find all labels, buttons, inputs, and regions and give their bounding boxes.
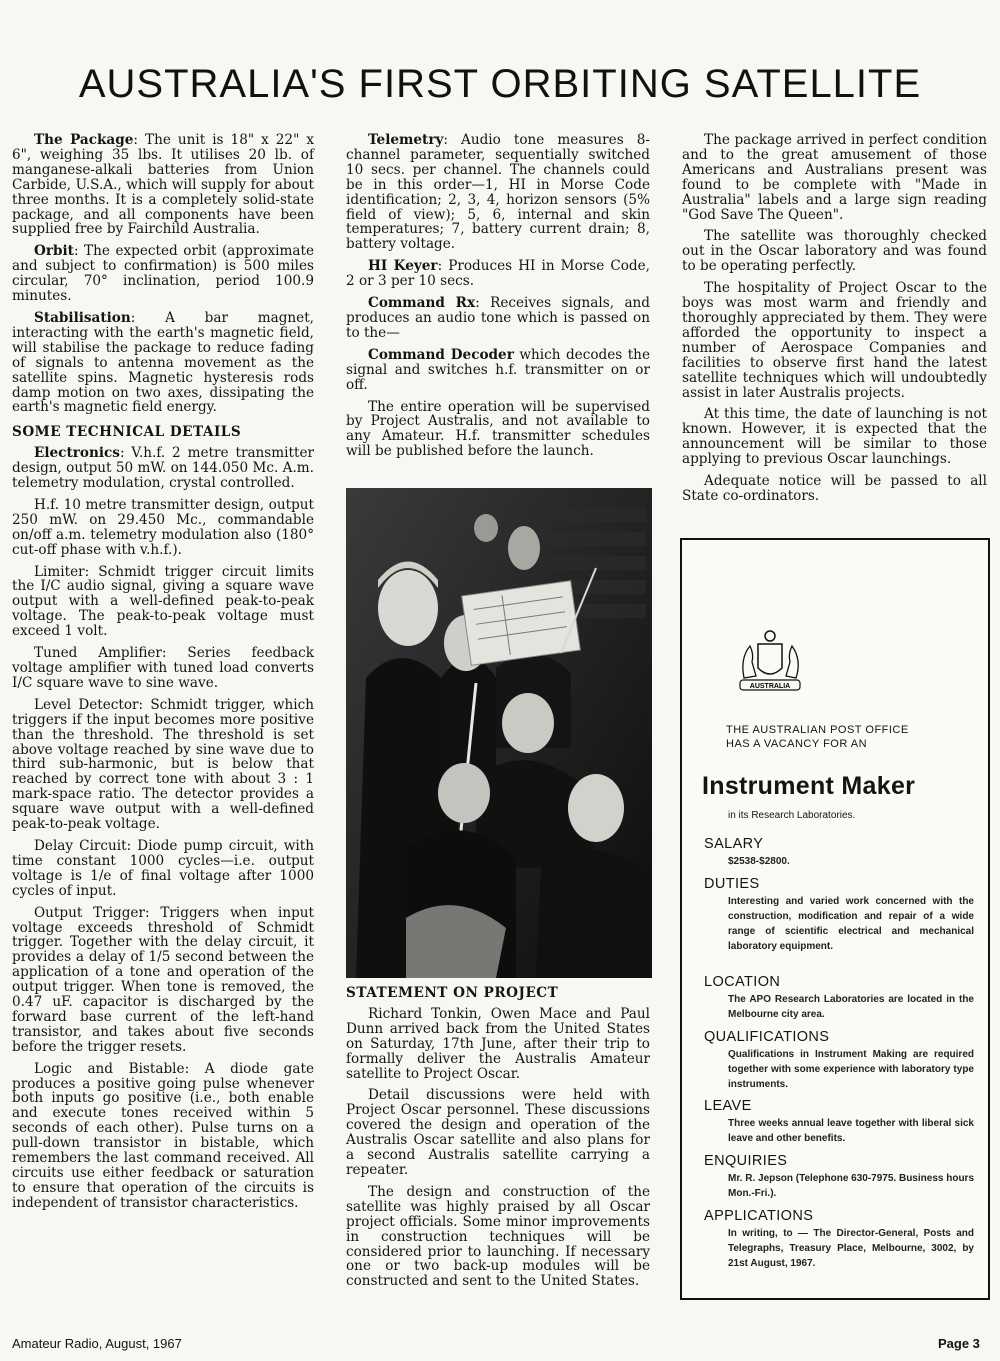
text-electronics: : V.h.f. 2 metre transmitter design, output 50 mW. on 144.050 Mc. A.m. telemetry modulation, crystal controlled.: [12, 445, 314, 492]
paragraph-statement-2: Detail discussions were held with Project Oscar personnel. These discussions covered the design and operation of the Australis Oscar satellite and also plans for a second Australis satellite carrying a repeater.: [346, 1087, 650, 1178]
ad-section-heading: DUTIES: [704, 876, 760, 892]
paragraph-hospitality: The hospitality of Project Oscar to the boys was most warm and friendly and thoroughly appreciated by them. They were afforded the opportunity to inspect a number of Aerospace Companies and facilities to observe first hand the latest satellite techniques which will undoubtedly assist in later Australis projects.: [682, 280, 987, 401]
ad-section-qualifications: [704, 1029, 974, 1092]
column-left: [12, 133, 314, 1218]
ad-section-location: [704, 974, 974, 1022]
column-right: [682, 133, 987, 511]
label-command-rx: Command Rx: [368, 295, 476, 312]
paragraph-statement-3: The design and construction of the satellite was highly praised by all Oscar project officials. Some minor improvements in construction techniques will be considered prior to launching. If necessary one or two back-up modules will be constructed and sent to the United States.: [346, 1183, 650, 1290]
paragraph-arrival: The package arrived in perfect condition and to the great amusement of those Americans and Australians present was found to be complete with "Made in Australia" labels and a large sign reading "God Save The Queen".: [682, 132, 987, 223]
paragraph-statement-1: Richard Tonkin, Owen Mace and Paul Dunn arrived back from the United States on Saturday, 17th June, after their trip to formally deliver the Australis Amateur satellite to Project Oscar.: [346, 1005, 650, 1082]
ad-section-body: Mr. R. Jepson (Telephone 630-7975. Business hours Mon.-Fri.).: [728, 1173, 975, 1199]
paragraph-limiter: Limiter: Schmidt trigger circuit limits the I/C audio signal, giving a square wave output with a well-defined peak-to-peak voltage. The peak-to-peak voltage must exceed 1 volt.: [12, 563, 314, 640]
ad-section-body: $2538-$2800.: [728, 856, 790, 867]
label-command-decoder: Command Decoder: [368, 346, 514, 363]
ad-section-enquiries: [704, 1153, 974, 1201]
ad-section-heading: QUALIFICATIONS: [704, 1029, 830, 1045]
ad-intro: [726, 723, 909, 751]
paragraph-telemetry: [346, 133, 650, 252]
page-title: AUSTRALIA'S FIRST ORBITING SATELLITE: [78, 62, 922, 106]
label-telemetry: Telemetry: [368, 132, 444, 148]
ad-section-body: Three weeks annual leave together with liberal sick leave and other benefits.: [728, 1118, 974, 1144]
ad-section-heading: LEAVE: [704, 1098, 752, 1114]
ad-section-applications: [704, 1208, 974, 1271]
ad-section-body: The APO Research Laboratories are located in the Melbourne city area.: [728, 994, 974, 1020]
photo-illustration: [346, 488, 652, 978]
paragraph-command-decoder: [346, 348, 650, 393]
ad-section-duties: [704, 876, 974, 954]
paragraph-orbit: [12, 244, 314, 304]
crest-label: AUSTRALIA: [749, 683, 791, 690]
footer-page-number: Page 3: [938, 1336, 980, 1351]
paragraph-checked: The satellite was thoroughly checked out in the Oscar laboratory and was found to be operating perfectly.: [682, 228, 987, 275]
heading-statement: STATEMENT ON PROJECT: [346, 985, 559, 1001]
footer-publication: Amateur Radio, August, 1967: [12, 1336, 182, 1351]
ad-section-body: Interesting and varied work concerned with the construction, modification and repair of a wide range of scientific electrical and mechanical laboratory equipment.: [728, 896, 974, 952]
ad-section-heading: SALARY: [704, 836, 764, 852]
text-command-rx: : Receives signals, and produces an audio tone which is passed on to the—: [346, 295, 651, 341]
paragraph-logic-bistable: Logic and Bistable: A diode gate produces a positive going pulse whenever both inputs go positive (i.e., both enable and execute tones received within 5 seconds of each other). Pulse turns on a pull-down transistor in bistable, which remembers the last command received. All circuits use either feedback or saturation to ensure that operation of the circuits is independent of transistor characteristics.: [12, 1060, 314, 1211]
text-stabilisation: : A bar magnet, interacting with the earth's magnetic field, will stabilise the package to reduce fading of signals to antenna movement as the satellite spins. Magnetic hysteresis rods damp motion on two axes, dissipating the earth's magnetic field energy.: [12, 309, 314, 416]
column-middle: [346, 133, 650, 466]
paragraph-command-rx: [346, 296, 650, 341]
job-advertisement: [680, 538, 990, 1300]
heading-technical-details: SOME TECHNICAL DETAILS: [12, 424, 242, 441]
ad-intro-line-1: THE AUSTRALIAN POST OFFICE: [726, 724, 909, 736]
text-package: : The unit is 18" x 22" x 6", weighing 35 lbs. It utilises 20 lb. of manganese-alkali batteries from Union Carbide, U.S.A., which will supply for about three months. It is a completely solid-state package, and all components have been supplied free by Fairchild Australia.: [12, 132, 315, 238]
text-telemetry: : Audio tone measures 8-channel parameter, sequentially switched 10 secs. per channel. The channels could be in this order—1, HI in Morse Code identification; 2, 3, 4, horizon sensors (5% field of view); 5, 6, internal and skin temperatures; 7, battery current drain; 8, battery voltage.: [346, 132, 650, 253]
label-package: The Package: [34, 132, 134, 148]
ad-section-leave: [704, 1098, 974, 1146]
paragraph-package: [12, 133, 314, 237]
label-orbit: Orbit: [34, 243, 74, 260]
ad-job-subtitle: in its Research Laboratories.: [728, 810, 856, 821]
paragraph-output-trigger: Output Trigger: Triggers when input voltage exceeds threshold of Schmidt trigger. Together with the delay circuit, it provides a delay of 1/5 second between the application of a tone and operation of the output trigger. When tone is removed, the 0.47 uF. capacitor is discharged by the forward base current of the left-hand transistor, and takes about five seconds before the trigger resets.: [12, 904, 314, 1055]
text-hi-keyer: : Produces HI in Morse Code, 2 or 3 per 10 secs.: [346, 258, 650, 290]
paragraph-level-detector: Level Detector: Schmidt trigger, which triggers if the input becomes more positive than the threshold. The threshold is set above voltage reached by sine wave due to third sub-harmonic, but is below that reached by correct tone with about 3 : 1 mark-space ratio. The detector provides a square wave output with a well-defined peak-to-peak voltage.: [12, 696, 314, 833]
ad-section-salary: [704, 836, 974, 869]
paragraph-hi-keyer: [346, 259, 650, 289]
paragraph-entire-operation: The entire operation will be supervised by Project Australis, and not available to any Amateur. H.f. transmitter schedules will be published before the launch.: [346, 398, 650, 460]
ad-intro-line-2: HAS A VACANCY FOR AN: [726, 738, 868, 750]
paragraph-hf: H.f. 10 metre transmitter design, output 250 mW. on 29.450 Mc., commandable on/off a.m. telemetry modulation also (180° cut-off phase with v.h.f.).: [12, 496, 314, 558]
paragraph-tuned-amplifier: Tuned Amplifier: Series feedback voltage amplifier with tuned load converts I/C square wave to sine wave.: [12, 645, 314, 691]
coat-of-arms-icon: [730, 628, 810, 698]
ad-section-heading: LOCATION: [704, 974, 781, 990]
paragraph-delay-circuit: Delay Circuit: Diode pump circuit, with time constant 1000 cycles—i.e. output voltage is 1/e of final voltage after 1000 cycles of input.: [12, 837, 314, 899]
text-command-decoder: which decodes the signal and switches h.f. transmitter on or off.: [346, 346, 650, 393]
paragraph-launch-date: At this time, the date of launching is not known. However, it is expected that the announcement will be similar to those applying to previous Oscar launchings.: [682, 406, 987, 468]
paragraph-notice: Adequate notice will be passed to all State co-ordinators.: [682, 473, 987, 504]
group-photo: [346, 488, 652, 978]
label-electronics: Electronics: [34, 445, 120, 462]
ad-section-heading: APPLICATIONS: [704, 1208, 814, 1224]
column-middle-bottom: [346, 986, 650, 1296]
paragraph-electronics: [12, 446, 314, 491]
ad-section-body: Qualifications in Instrument Making are required together with some experience with laboratory type instruments.: [728, 1049, 974, 1090]
ad-job-title: Instrument Maker: [702, 772, 916, 800]
text-orbit: : The expected orbit (approximate and subject to confirmation) is 500 miles circular, 70° inclination, period 100.9 minutes.: [12, 243, 314, 305]
label-stabilisation: Stabilisation: [34, 309, 131, 326]
label-hi-keyer: HI Keyer: [368, 258, 438, 275]
ad-section-heading: ENQUIRIES: [704, 1153, 788, 1169]
ad-section-body: In writing, to — The Director-General, Posts and Telegraphs, Treasury Place, Melbourne, 3002, by 21st August, 1967.: [728, 1228, 974, 1269]
paragraph-stabilisation: [12, 311, 314, 415]
